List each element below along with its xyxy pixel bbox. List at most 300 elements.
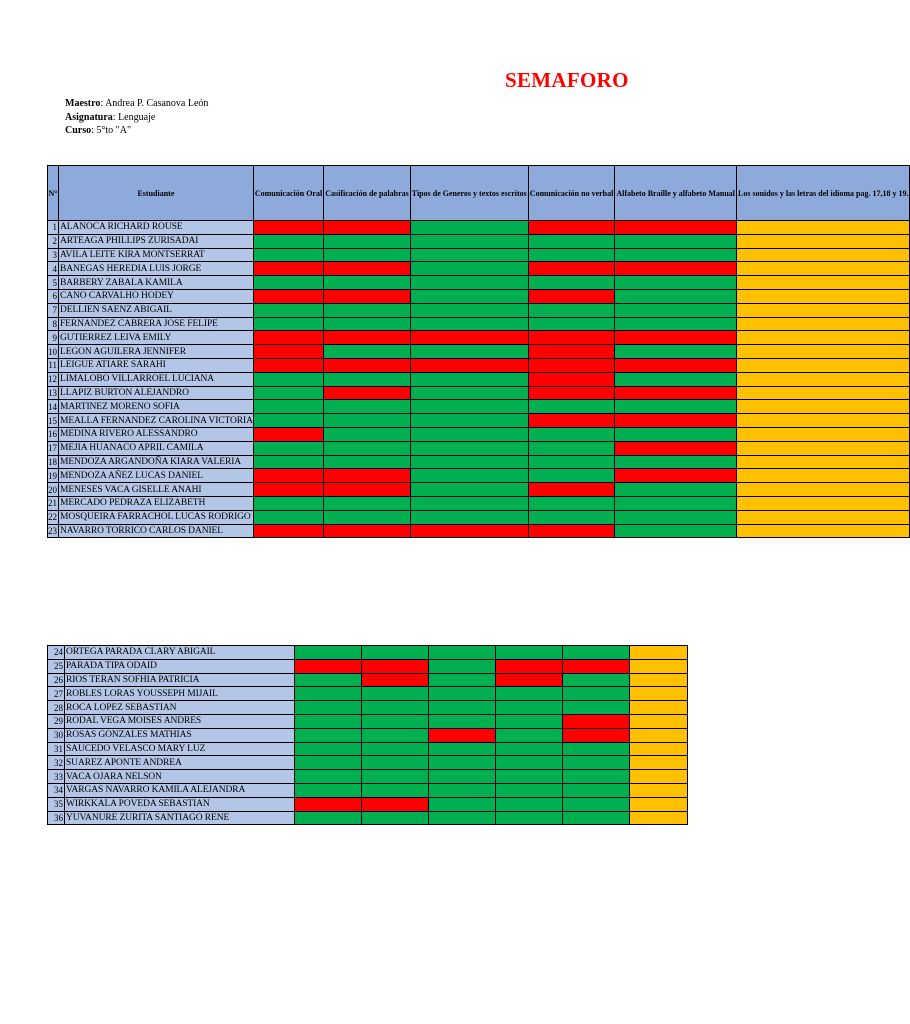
- student-name: CANO CARVALHO HODEY: [59, 289, 254, 303]
- status-cell: [563, 728, 630, 742]
- status-cell: [737, 372, 910, 386]
- row-number: 28: [48, 701, 65, 715]
- status-cell: [295, 659, 362, 673]
- status-cell: [362, 687, 429, 701]
- status-cell: [563, 742, 630, 756]
- status-cell: [496, 783, 563, 797]
- status-cell: [528, 358, 615, 372]
- student-name: ARTEAGA PHILLIPS ZURISADAI: [59, 234, 254, 248]
- row-number: 29: [48, 714, 65, 728]
- status-cell: [528, 372, 615, 386]
- status-cell: [410, 455, 528, 469]
- subject-line: [65, 111, 208, 125]
- status-cell: [410, 289, 528, 303]
- status-cell: [429, 811, 496, 825]
- row-number: 17: [48, 443, 57, 454]
- status-cell: [737, 441, 910, 455]
- status-cell: [615, 372, 737, 386]
- status-cell: [630, 659, 688, 673]
- table-row: [48, 483, 910, 497]
- row-number: 19: [48, 470, 57, 481]
- status-cell: [410, 276, 528, 290]
- header-number: N°: [48, 166, 59, 221]
- grades-table-2: [47, 645, 688, 825]
- status-cell: [324, 276, 411, 290]
- student-name: WIRKKALA POVEDA SEBASTIAN: [65, 797, 295, 811]
- status-cell: [496, 714, 563, 728]
- student-name: DELLIEN SAENZ ABIGAIL: [59, 303, 254, 317]
- table-row: [48, 386, 910, 400]
- row-number: 31: [48, 742, 65, 756]
- row-number: 14: [48, 401, 57, 412]
- student-name: MENDOZA ARGANDOÑA KIARA VALERIA: [59, 455, 254, 469]
- status-cell: [253, 441, 323, 455]
- status-cell: [362, 783, 429, 797]
- status-cell: [615, 303, 737, 317]
- status-cell: [295, 673, 362, 687]
- status-cell: [324, 441, 411, 455]
- status-cell: [630, 742, 688, 756]
- status-cell: [615, 276, 737, 290]
- status-cell: [630, 797, 688, 811]
- row-number: 23: [48, 525, 57, 536]
- row-number: 6: [48, 289, 59, 303]
- status-cell: [410, 221, 528, 235]
- row-number: 12: [48, 374, 57, 385]
- table-row: [48, 427, 910, 441]
- status-cell: [737, 427, 910, 441]
- row-number: 18: [48, 456, 57, 467]
- table-row: [48, 358, 910, 372]
- course-line: [65, 124, 208, 138]
- status-cell: [324, 317, 411, 331]
- row-number: 24: [48, 646, 65, 660]
- status-cell: [528, 510, 615, 524]
- status-cell: [253, 221, 323, 235]
- status-cell: [496, 742, 563, 756]
- status-cell: [630, 811, 688, 825]
- status-cell: [615, 483, 737, 497]
- status-cell: [528, 496, 615, 510]
- status-cell: [615, 386, 737, 400]
- status-cell: [253, 331, 323, 345]
- student-name: SUAREZ APONTE ANDREA: [65, 756, 295, 770]
- status-cell: [615, 427, 737, 441]
- status-cell: [737, 262, 910, 276]
- teacher-label: Maestro: [65, 98, 101, 109]
- status-cell: [410, 414, 528, 428]
- status-cell: [615, 469, 737, 483]
- status-cell: [324, 331, 411, 345]
- status-cell: [253, 427, 323, 441]
- status-cell: [737, 317, 910, 331]
- table-row: [48, 811, 688, 825]
- status-cell: [496, 659, 563, 673]
- student-name: LEGON AGUILERA JENNIFER: [59, 345, 254, 359]
- row-number: 36: [48, 811, 65, 825]
- row-number: 4: [48, 262, 59, 276]
- status-cell: [630, 701, 688, 715]
- student-name: RODAL VEGA MOISES ANDRES: [65, 714, 295, 728]
- status-cell: [615, 262, 737, 276]
- status-cell: [410, 386, 528, 400]
- status-cell: [737, 469, 910, 483]
- row-number: 1: [48, 221, 59, 235]
- status-cell: [362, 728, 429, 742]
- student-name: MOSQUEIRA FARRACHOL LUCAS RODRIGO: [59, 510, 254, 524]
- status-cell: [528, 427, 615, 441]
- status-cell: [563, 701, 630, 715]
- table-row: [48, 687, 688, 701]
- status-cell: [410, 262, 528, 276]
- row-number: 34: [48, 783, 65, 797]
- status-cell: [528, 262, 615, 276]
- status-cell: [253, 317, 323, 331]
- status-cell: [324, 510, 411, 524]
- student-name: MARTINEZ MORENO SOFIA: [59, 400, 254, 414]
- status-cell: [630, 687, 688, 701]
- status-cell: [253, 289, 323, 303]
- status-cell: [528, 414, 615, 428]
- header-alfabeto-braille: Alfabeto Braille y alfabeto Manual: [615, 166, 737, 221]
- row-number: 3: [48, 248, 59, 262]
- status-cell: [528, 524, 615, 538]
- status-cell: [295, 756, 362, 770]
- status-cell: [630, 728, 688, 742]
- status-cell: [496, 646, 563, 660]
- table-row: [48, 756, 688, 770]
- status-cell: [410, 358, 528, 372]
- subject-value: : Lenguaje: [112, 111, 156, 123]
- table-row: [48, 469, 910, 483]
- student-name: MEJIA HUANACO APRIL CAMILA: [59, 441, 254, 455]
- status-cell: [410, 372, 528, 386]
- status-cell: [429, 646, 496, 660]
- status-cell: [410, 441, 528, 455]
- table-row: [48, 414, 910, 428]
- status-cell: [528, 400, 615, 414]
- status-cell: [615, 317, 737, 331]
- status-cell: [528, 386, 615, 400]
- status-cell: [737, 289, 910, 303]
- status-cell: [630, 770, 688, 784]
- student-name: ORTEGA PARADA CLARY ABIGAIL: [65, 646, 295, 660]
- table-row: [48, 276, 910, 290]
- status-cell: [410, 345, 528, 359]
- status-cell: [630, 714, 688, 728]
- status-cell: [253, 483, 323, 497]
- status-cell: [528, 248, 615, 262]
- row-number: 32: [48, 756, 65, 770]
- table-row: [48, 317, 910, 331]
- row-number: 7: [48, 303, 59, 317]
- status-cell: [362, 701, 429, 715]
- status-cell: [563, 659, 630, 673]
- status-cell: [410, 248, 528, 262]
- student-name: VACA OJARA NELSON: [65, 770, 295, 784]
- status-cell: [362, 756, 429, 770]
- status-cell: [295, 701, 362, 715]
- status-cell: [563, 770, 630, 784]
- student-name: RIOS TERAN SOFHIA PATRICIA: [65, 673, 295, 687]
- row-number: 27: [48, 687, 65, 701]
- status-cell: [324, 524, 411, 538]
- table-row: [48, 797, 688, 811]
- status-cell: [410, 303, 528, 317]
- status-cell: [496, 797, 563, 811]
- student-name: BANEGAS HEREDIA LUIS JORGE: [59, 262, 254, 276]
- row-number: 21: [48, 498, 57, 509]
- table-row: [48, 496, 910, 510]
- student-name: ROSAS GONZALES MATHIAS: [65, 728, 295, 742]
- student-name: MENDOZA AÑEZ LUCAS DANIEL: [59, 469, 254, 483]
- status-cell: [362, 811, 429, 825]
- status-cell: [429, 742, 496, 756]
- student-name: GUTIERREZ LEIVA EMILY: [59, 331, 254, 345]
- header-comunicacion-no-verbal: Comunicación no verbal: [528, 166, 615, 221]
- status-cell: [410, 524, 528, 538]
- table-row: [48, 783, 688, 797]
- student-name: LLAPIZ BURTON ALEJANDRO: [59, 386, 254, 400]
- status-cell: [615, 400, 737, 414]
- student-name: MENESES VACA GISELLE ANAHI: [59, 483, 254, 497]
- table-row: [48, 770, 688, 784]
- status-cell: [324, 455, 411, 469]
- status-cell: [496, 701, 563, 715]
- student-name: MEDINA RIVERO ALESSANDRO: [59, 427, 254, 441]
- status-cell: [253, 414, 323, 428]
- table-row: [48, 400, 910, 414]
- status-cell: [737, 510, 910, 524]
- status-cell: [362, 646, 429, 660]
- table-row: [48, 345, 910, 359]
- status-cell: [253, 345, 323, 359]
- table-row: [48, 659, 688, 673]
- row-number: 10: [48, 346, 57, 357]
- header-clasificacion-palabras: Casificación de palabras: [324, 166, 411, 221]
- status-cell: [410, 331, 528, 345]
- status-cell: [737, 276, 910, 290]
- row-number: 25: [48, 659, 65, 673]
- status-cell: [253, 496, 323, 510]
- header-comunicacion-oral: Comunicación Oral: [253, 166, 323, 221]
- status-cell: [324, 372, 411, 386]
- status-cell: [630, 783, 688, 797]
- status-cell: [528, 317, 615, 331]
- status-cell: [563, 797, 630, 811]
- student-name: MEALLA FERNANDEZ CAROLINA VICTORIA: [60, 415, 253, 426]
- row-number: 13: [48, 387, 57, 398]
- status-cell: [253, 510, 323, 524]
- student-name: AVILA LEITE KIRA MONTSERRAT: [59, 248, 254, 262]
- status-cell: [324, 414, 411, 428]
- status-cell: [362, 742, 429, 756]
- status-cell: [496, 673, 563, 687]
- status-cell: [737, 414, 910, 428]
- status-cell: [429, 659, 496, 673]
- status-cell: [295, 687, 362, 701]
- teacher-value: : Andrea P. Casanova León: [100, 98, 209, 109]
- status-cell: [410, 510, 528, 524]
- status-cell: [563, 811, 630, 825]
- row-number: 16: [48, 429, 57, 440]
- status-cell: [528, 455, 615, 469]
- status-cell: [324, 303, 411, 317]
- status-cell: [253, 400, 323, 414]
- status-cell: [429, 673, 496, 687]
- status-cell: [563, 783, 630, 797]
- table-row: [48, 289, 910, 303]
- row-number: 9: [48, 331, 59, 345]
- status-cell: [429, 756, 496, 770]
- status-cell: [563, 687, 630, 701]
- status-cell: [410, 427, 528, 441]
- status-cell: [563, 756, 630, 770]
- status-cell: [563, 646, 630, 660]
- status-cell: [253, 262, 323, 276]
- status-cell: [324, 483, 411, 497]
- status-cell: [253, 469, 323, 483]
- table-row: [48, 714, 688, 728]
- status-cell: [737, 386, 910, 400]
- status-cell: [362, 770, 429, 784]
- table-row: [48, 221, 910, 235]
- header-tipos-generos: Tipos de Generos y textos escritos: [410, 166, 528, 221]
- student-name: ALANOCA RICHARD ROUSE: [59, 221, 254, 235]
- status-cell: [615, 441, 737, 455]
- status-cell: [324, 234, 411, 248]
- status-cell: [324, 358, 411, 372]
- status-cell: [253, 372, 323, 386]
- status-cell: [737, 234, 910, 248]
- status-cell: [253, 303, 323, 317]
- status-cell: [253, 358, 323, 372]
- status-cell: [615, 524, 737, 538]
- row-number: 35: [48, 797, 65, 811]
- table-row: [48, 742, 688, 756]
- row-number: 22: [48, 512, 57, 523]
- row-number: 20: [48, 484, 57, 495]
- status-cell: [563, 673, 630, 687]
- status-cell: [630, 646, 688, 660]
- student-name: VARGAS NAVARRO KAMILA ALEJANDRA: [65, 783, 295, 797]
- status-cell: [615, 414, 737, 428]
- table-row: [48, 331, 910, 345]
- table-row: [48, 262, 910, 276]
- status-cell: [615, 358, 737, 372]
- header-sonidos-letras: Los sonidos y las letras del idioma pag. 17,18 y 19.: [737, 166, 910, 221]
- student-name: NAVARRO TORRICO CARLOS DANIEL: [59, 524, 254, 538]
- status-cell: [615, 331, 737, 345]
- row-number: 33: [48, 770, 65, 784]
- status-cell: [253, 386, 323, 400]
- table-row: [48, 248, 910, 262]
- status-cell: [615, 248, 737, 262]
- status-cell: [615, 510, 737, 524]
- table-row: [48, 646, 688, 660]
- course-label: Curso: [65, 125, 92, 136]
- status-cell: [324, 345, 411, 359]
- status-cell: [362, 714, 429, 728]
- status-cell: [295, 797, 362, 811]
- status-cell: [615, 455, 737, 469]
- status-cell: [615, 289, 737, 303]
- student-name: ROCA LOPEZ SEBASTIAN: [65, 701, 295, 715]
- table-row: [48, 303, 910, 317]
- status-cell: [429, 687, 496, 701]
- status-cell: [615, 345, 737, 359]
- status-cell: [496, 811, 563, 825]
- status-cell: [528, 345, 615, 359]
- status-cell: [615, 234, 737, 248]
- table-row: [48, 510, 910, 524]
- student-name: PARADA TIPA ODAID: [65, 659, 295, 673]
- status-cell: [410, 317, 528, 331]
- course-info: [65, 97, 208, 138]
- status-cell: [410, 496, 528, 510]
- table-row: [48, 701, 688, 715]
- status-cell: [324, 221, 411, 235]
- status-cell: [528, 483, 615, 497]
- table-row: [48, 455, 910, 469]
- row-number: 2: [48, 234, 59, 248]
- status-cell: [496, 756, 563, 770]
- student-name: ROBLES LORAS YOUSSEPH MIJAIL: [65, 687, 295, 701]
- student-name: LEIGUE ATIARE SARAHI: [59, 358, 254, 372]
- status-cell: [429, 770, 496, 784]
- table-row: [48, 372, 910, 386]
- status-cell: [324, 289, 411, 303]
- status-cell: [362, 673, 429, 687]
- row-number: 30: [48, 728, 65, 742]
- student-name: FERNANDEZ CABRERA JOSE FELIPE: [59, 317, 254, 331]
- status-cell: [737, 496, 910, 510]
- status-cell: [615, 496, 737, 510]
- status-cell: [630, 756, 688, 770]
- status-cell: [737, 455, 910, 469]
- status-cell: [295, 783, 362, 797]
- status-cell: [324, 262, 411, 276]
- status-cell: [429, 783, 496, 797]
- table-row: [48, 728, 688, 742]
- row-number: 26: [48, 673, 65, 687]
- status-cell: [429, 797, 496, 811]
- student-name: SAUCEDO VELASCO MARY LUZ: [65, 742, 295, 756]
- status-cell: [615, 221, 737, 235]
- status-cell: [429, 701, 496, 715]
- status-cell: [737, 221, 910, 235]
- page-title: SEMAFORO: [505, 68, 629, 92]
- status-cell: [253, 276, 323, 290]
- table-row: [48, 234, 910, 248]
- grades-table-1: [47, 165, 910, 538]
- table-row: [48, 673, 688, 687]
- status-cell: [253, 524, 323, 538]
- status-cell: [324, 400, 411, 414]
- status-cell: [528, 331, 615, 345]
- teacher-line: [65, 97, 208, 111]
- status-cell: [295, 714, 362, 728]
- table-row: [48, 524, 910, 538]
- course-value: : 5°to "A": [91, 125, 132, 136]
- status-cell: [528, 303, 615, 317]
- status-cell: [528, 276, 615, 290]
- status-cell: [324, 386, 411, 400]
- status-cell: [410, 483, 528, 497]
- row-number: 5: [48, 276, 59, 290]
- status-cell: [429, 714, 496, 728]
- status-cell: [410, 234, 528, 248]
